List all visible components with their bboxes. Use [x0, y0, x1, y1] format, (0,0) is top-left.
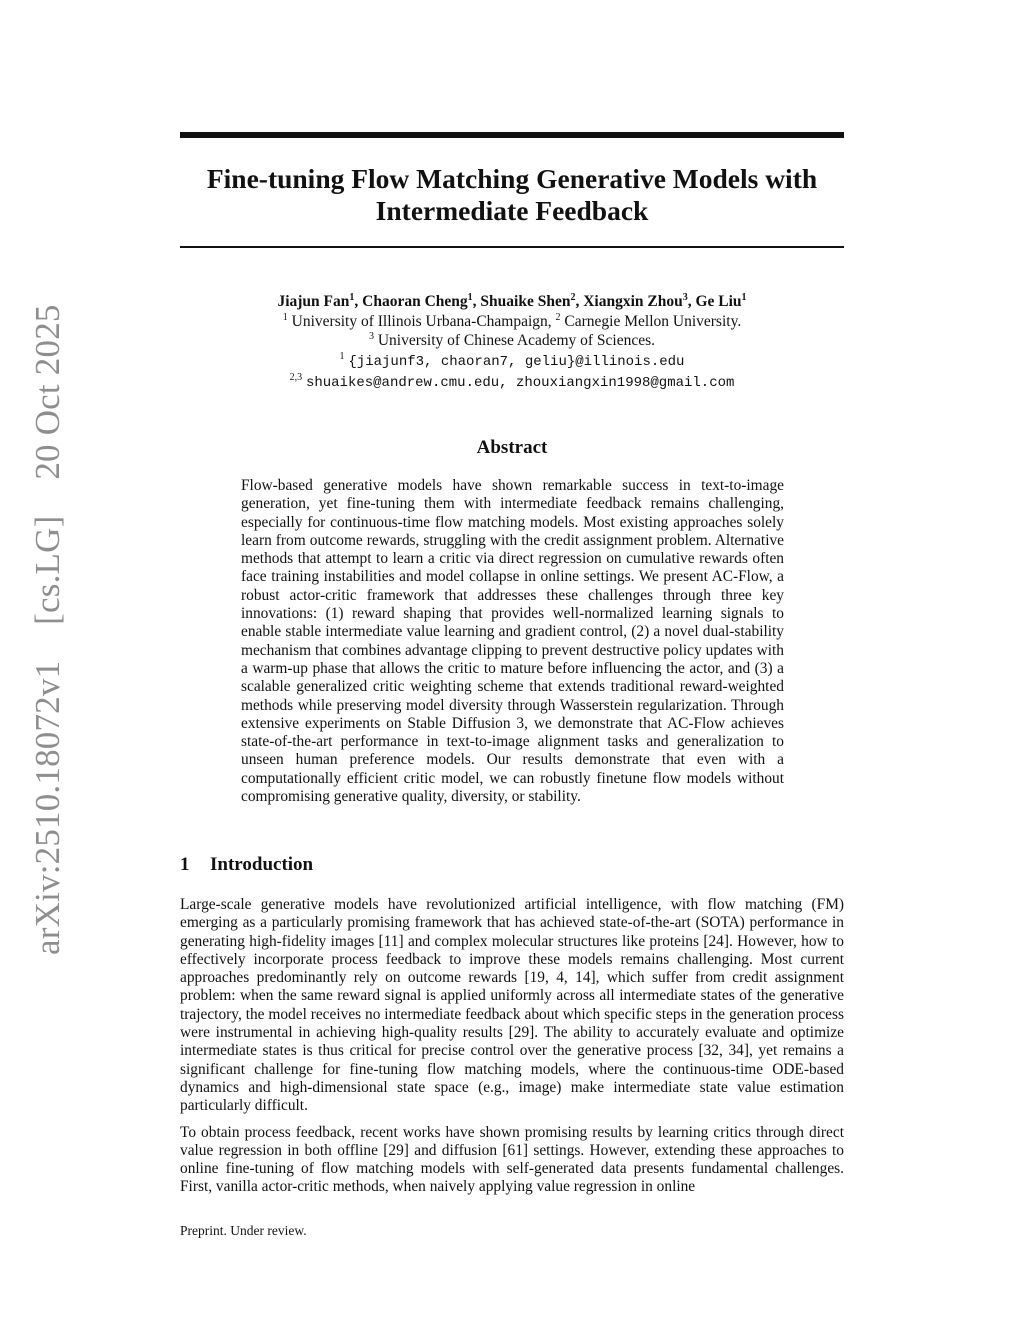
affiliation: University of Illinois Urbana-Champaign, [291, 312, 552, 330]
affiliation-line-1 [180, 312, 844, 332]
paper-title [180, 163, 844, 227]
section-heading [180, 854, 313, 876]
arxiv-category: [cs.LG] [28, 515, 67, 625]
email-line-1 [180, 351, 844, 373]
author-sup: 1 [741, 292, 747, 303]
section-body [180, 896, 844, 1205]
author-name: Xiangxin Zhou [583, 293, 683, 310]
email-link[interactable]: shuaikes@andrew.cmu.edu, zhouxiangxin1998@gmail.com [305, 375, 735, 391]
section-number: 1 [180, 854, 190, 875]
affiliation-sup: 1 [282, 311, 288, 323]
title-line-2: Intermediate Feedback [375, 195, 649, 226]
author-name: Jiajun Fan [277, 293, 350, 310]
author-name: Ge Liu [695, 293, 742, 310]
footer-note: Preprint. Under review. [180, 1223, 307, 1238]
affiliation: University of Chinese Academy of Sciences. [377, 332, 656, 349]
author-sup: 3 [682, 292, 688, 303]
section-title: Introduction [210, 854, 314, 875]
author-names: Jiajun Fan$^1$, Chaoran Cheng$^1$, Shuaike Shen$^2$, Xiangxin Zhou$^3$, Ge Liu$^1$ [277, 292, 747, 310]
email-link[interactable]: {jiajunf3, chaoran7, geliu}@illinois.edu [348, 353, 685, 370]
affiliation: Carnegie Mellon University. [564, 312, 742, 330]
paragraph: To obtain process feedback, recent works have shown promising results by learning critics through direct value regression in both offline [29] and diffusion [61] settings. However, extending these approaches to online fine-tuning of flow matching models with self-generated data presents fundamental challenges. First, vanilla actor-critic methods, when naively applying value regression in online [180, 1123, 844, 1196]
author-sup: 2 [570, 292, 576, 303]
arxiv-id[interactable]: arXiv:2510.18072v1 [28, 660, 67, 955]
email-line-2 [180, 372, 844, 394]
abstract-body [241, 477, 784, 806]
author-name: Shuaike Shen [480, 293, 571, 310]
affiliation-sup: 3 [368, 331, 374, 342]
arxiv-stamp [28, 304, 68, 955]
author-name: Chaoran Cheng [362, 293, 468, 310]
arxiv-date: 20 Oct 2025 [28, 304, 67, 480]
author-sup: 1 [467, 292, 473, 303]
affiliation-line-2 [180, 331, 844, 351]
paragraph: Large-scale generative models have revolutionized artificial intelligence, with flow matching (FM) emerging as a particularly promising framework that has achieved state-of-the-art (SOTA) performance in generating high-fidelity images [11] and complex molecular structures like proteins [24]. However, how to effectively incorporate process feedback to improve these models remains challenging. Most current approaches predominantly rely on outcome rewards [19, 4, 14], which suffer from credit assignment problem: when the same reward signal is applied uniformly across all intermediate states of the generative trajectory, the model receives no intermediate feedback about which specific steps in the generation process were instrumental in achieving high-quality results [29]. The ability to accurately evaluate and optimize intermediate states is thus critical for precise control over the generative process [32, 34], yet remains a significant challenge for fine-tuning flow matching models, where the continuous-time ODE-based dynamics and high-dimensional state space (e.g., image) make intermediate state value estimation particularly difficult. [180, 896, 844, 1115]
author-sup: 1 [349, 292, 355, 303]
title-line-1: Fine-tuning Flow Matching Generative Models with [206, 163, 818, 194]
title-rule-bottom [180, 246, 844, 248]
email-sup: 2,3 [289, 372, 303, 383]
author-block [180, 292, 844, 394]
email-sup: 1 [339, 350, 345, 362]
affiliation-sup: 2 [555, 311, 561, 323]
abstract-text: Flow-based generative models have shown remarkable success in text-to-image generation, yet fine-tuning them with intermediate feedback remains challenging, especially for continuous-time flow matching models. Most existing approaches solely learn from outcome rewards, struggling with the credit assignment problem. Alternative methods that attempt to learn a critic via direct regression on cumulative rewards often face training instabilities and model collapse in online settings. We present AC-Flow, a robust actor-critic framework that addresses these challenges through three key innovations: (1) reward shaping that provides well-normalized learning signals to enable stable intermediate value learning and gradient control, (2) a novel dual-stability mechanism that combines advantage clipping to prevent destructive policy updates with a warm-up phase that allows the critic to mature before influencing the actor, and (3) a scalable generalized critic weighting scheme that extends traditional reward-weighted methods while preserving model diversity through Wasserstein regularization. Through extensive experiments on Stable Diffusion 3, we demonstrate that AC-Flow achieves state-of-the-art performance in text-to-image alignment tasks and generalization to unseen human preference models. Our results demonstrate that even with a computationally efficient critic model, we can robustly finetune flow models without compromising generative quality, diversity, or stability. [241, 477, 784, 806]
title-rule-top [180, 132, 844, 138]
abstract-heading: Abstract [476, 437, 548, 458]
